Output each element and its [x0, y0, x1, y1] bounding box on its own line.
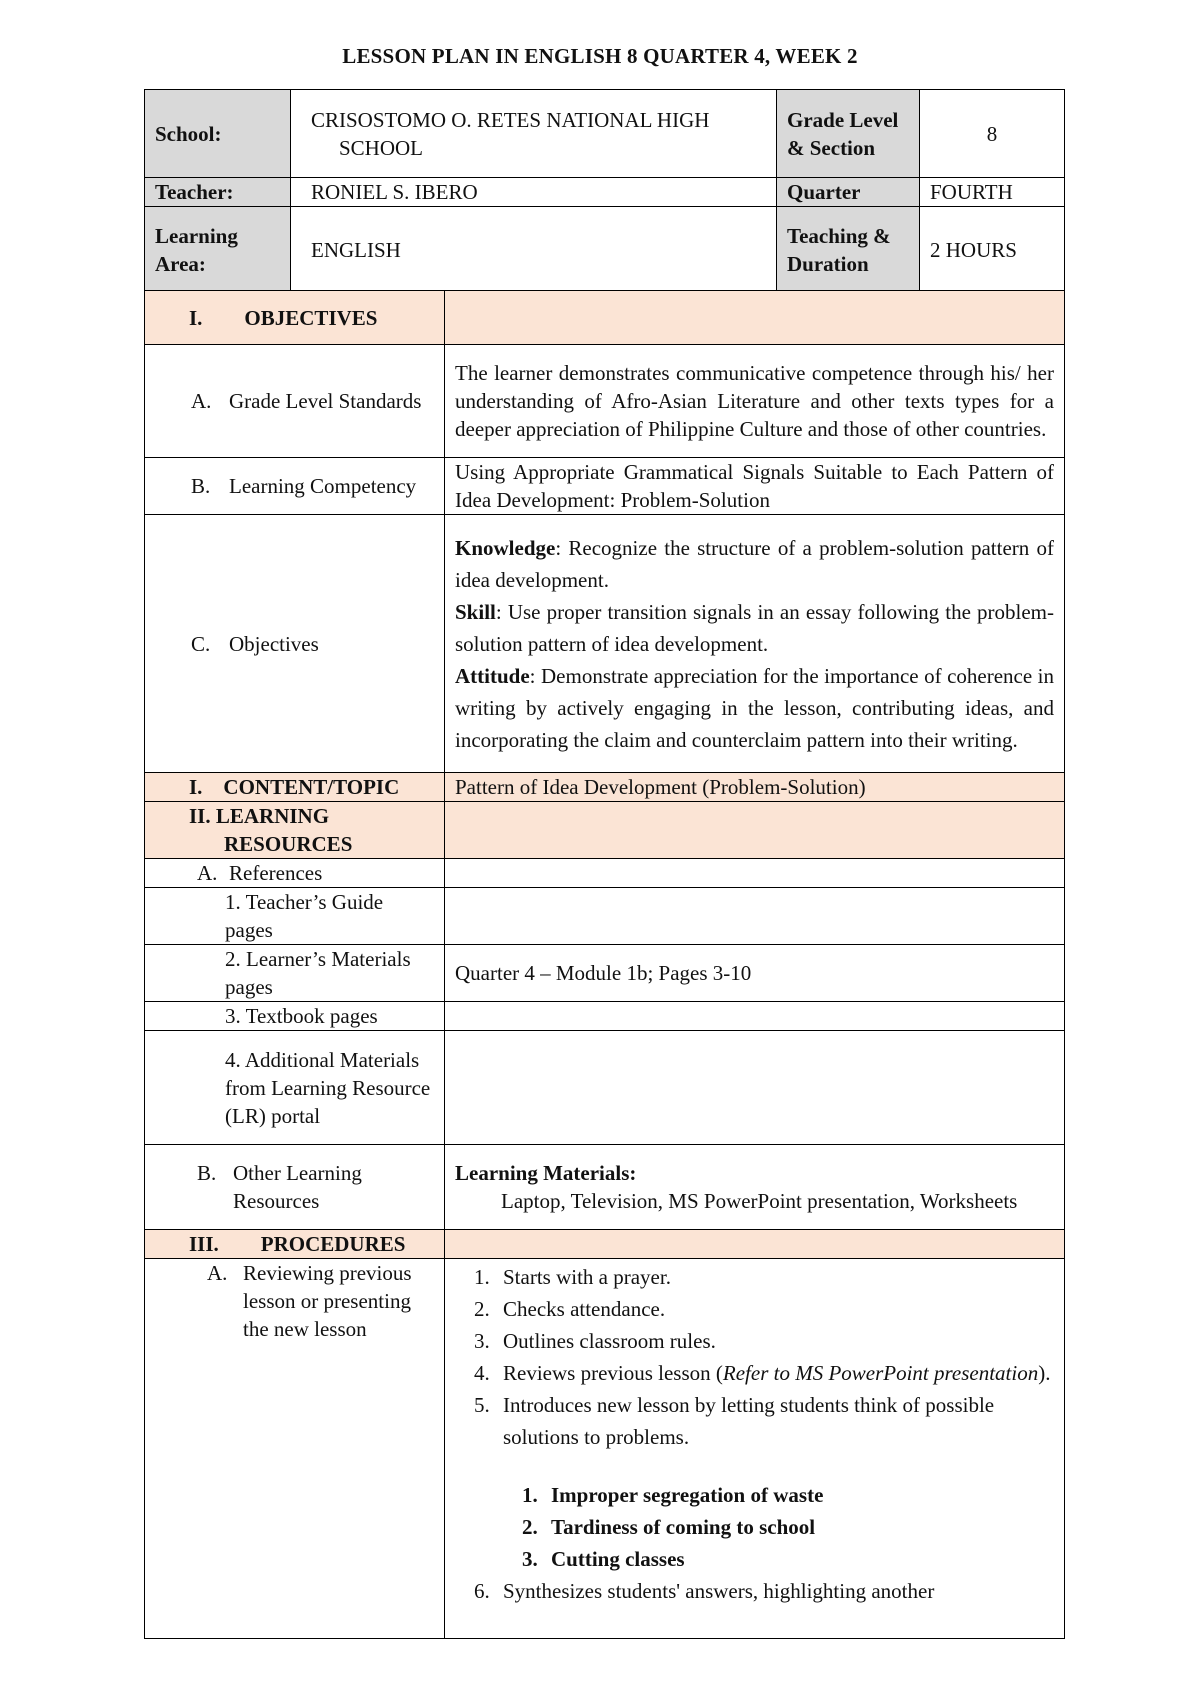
knowledge-objective: Knowledge: Recognize the structure of a problem-solution pattern of idea development. — [455, 535, 1054, 592]
procedure-a-steps — [445, 1259, 1065, 1639]
learning-competency-value: Using Appropriate Grammatical Signals Suitable to Each Pattern of Idea Development: Problem-Solution — [445, 458, 1065, 515]
textbook-pages-label: 3. Textbook pages — [145, 1002, 445, 1031]
additional-materials-label: 4. Additional Materials from Learning Resource (LR) portal — [145, 1031, 445, 1145]
area-label: Learning Area: — [145, 207, 291, 293]
other-resources-label: B. Other Learning Resources — [145, 1145, 445, 1230]
references-label: A. References — [145, 859, 445, 888]
step-1: 1. Starts with a prayer. — [495, 1261, 1054, 1293]
attitude-objective: Attitude: Demonstrate appreciation for the importance of coherence in writing by actively engaging in the lesson, contributing ideas, and incorporating the claim and counterclaim pattern into their writing. — [455, 663, 1054, 752]
school-value: CRISOSTOMO O. RETES NATIONAL HIGH SCHOOL — [291, 90, 777, 178]
duration-value: 2 HOURS — [920, 207, 1065, 293]
main-table — [144, 290, 1065, 1639]
objectives-label: C. Objectives — [145, 515, 445, 773]
grade-level-standards-label: A. Grade Level Standards — [145, 345, 445, 458]
grade-label: Grade Level & Section — [777, 90, 920, 178]
grade-value: 8 — [920, 90, 1065, 178]
procedure-a-label: A. Reviewing previous lesson or presenting the new lesson — [145, 1259, 445, 1639]
problem-item: 1. Improper segregation of waste — [543, 1479, 1054, 1511]
document-title: LESSON PLAN IN ENGLISH 8 QUARTER 4, WEEK 2 — [342, 44, 858, 68]
quarter-value: FOURTH — [920, 178, 1065, 207]
area-value: ENGLISH — [291, 207, 777, 293]
grade-level-standards-value: The learner demonstrates communicative competence through his/ her understanding of Afro-Asian Literature and other texts types for a deeper appreciation of Philippine Culture and those of other countries. — [445, 345, 1065, 458]
teacher-label: Teacher: — [145, 178, 291, 207]
school-label: School: — [145, 90, 291, 178]
objectives-value — [445, 515, 1065, 773]
step-6: 6. Synthesizes students' answers, highlighting another — [495, 1575, 1054, 1607]
content-heading: I. CONTENT/TOPIC — [145, 773, 445, 802]
teacher-value: RONIEL S. IBERO — [291, 178, 777, 207]
content-value: Pattern of Idea Development (Problem-Solution) — [445, 773, 1065, 802]
other-resources-value: Learning Materials: Laptop, Television, MS PowerPoint presentation, Worksheets — [445, 1145, 1065, 1230]
header-table — [144, 89, 1065, 293]
learners-materials-value: Quarter 4 – Module 1b; Pages 3-10 — [445, 945, 1065, 1002]
step-5: 5. Introduces new lesson by letting students think of possible solutions to problems. 1. Improper segregation of waste 2. Tardiness of coming to school 3. Cutting classes — [495, 1389, 1054, 1575]
step-2: 2. Checks attendance. — [495, 1293, 1054, 1325]
skill-objective: Skill: Use proper transition signals in an essay following the problem-solution pattern of idea development. — [455, 599, 1054, 656]
learners-materials-label: 2. Learner’s Materials pages — [145, 945, 445, 1002]
duration-label: Teaching & Duration — [777, 207, 920, 293]
step-4: 4. Reviews previous lesson (Refer to MS PowerPoint presentation). — [495, 1357, 1054, 1389]
objectives-heading: I. OBJECTIVES — [145, 291, 445, 345]
problem-item: 2. Tardiness of coming to school — [543, 1511, 1054, 1543]
problem-item: 3. Cutting classes — [543, 1543, 1054, 1575]
resources-heading: II. LEARNING RESOURCES — [145, 802, 445, 859]
procedures-heading: III. PROCEDURES — [145, 1230, 445, 1259]
step-3: 3. Outlines classroom rules. — [495, 1325, 1054, 1357]
quarter-label: Quarter — [777, 178, 920, 207]
teachers-guide-label: 1. Teacher’s Guide pages — [145, 888, 445, 945]
learning-competency-label: B. Learning Competency — [145, 458, 445, 515]
